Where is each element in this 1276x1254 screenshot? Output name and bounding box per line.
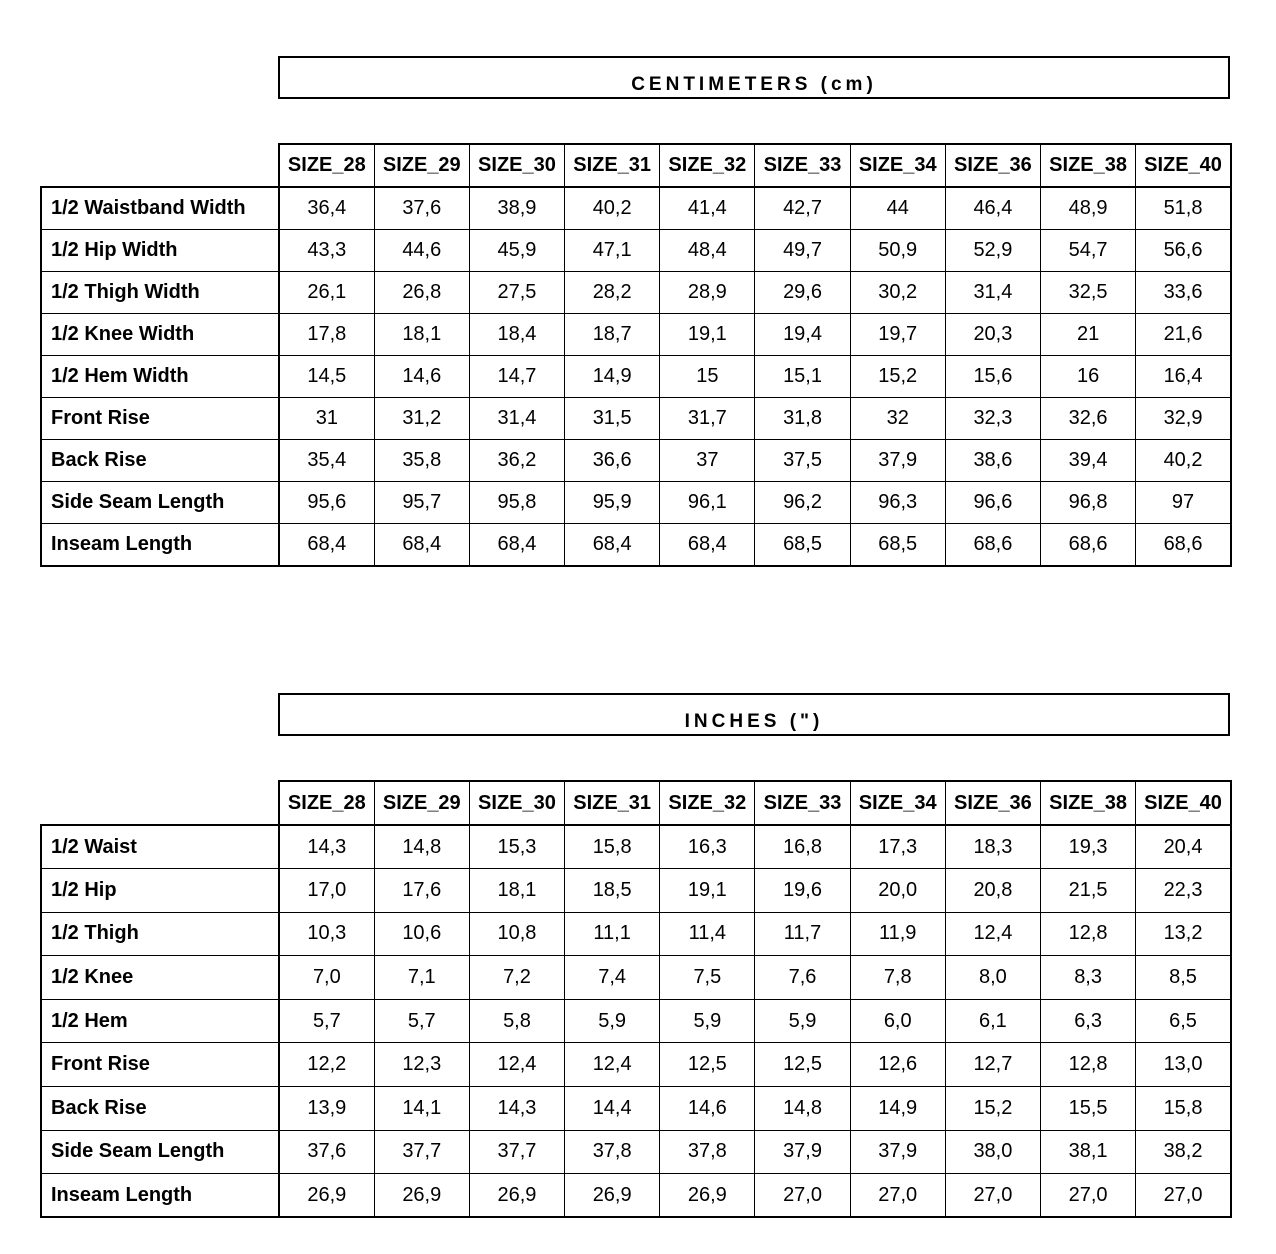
measurement-value: 37,7 [374,1130,469,1174]
measurement-value: 36,4 [279,187,374,229]
measurement-value: 14,5 [279,355,374,397]
measurement-value: 95,7 [374,482,469,524]
measurement-value: 68,4 [660,524,755,566]
table-row [41,869,1231,913]
measurement-value: 26,8 [374,271,469,313]
measurement-value: 21,6 [1136,313,1231,355]
measurement-value: 13,2 [1136,912,1231,956]
measurement-value: 14,6 [660,1087,755,1131]
measurement-value: 37,9 [850,440,945,482]
measurement-value: 68,5 [755,524,850,566]
measurement-value: 18,4 [469,313,564,355]
size-column-header: SIZE_36 [945,144,1040,187]
measurement-value: 97 [1136,482,1231,524]
measurement-value: 14,7 [469,355,564,397]
table-row [41,1130,1231,1174]
size-column-header: SIZE_31 [565,144,660,187]
measurement-label: 1/2 Waistband Width [41,187,279,229]
measurement-value: 11,1 [565,912,660,956]
measurement-value: 19,1 [660,313,755,355]
measurement-value: 54,7 [1041,229,1136,271]
measurement-value: 19,3 [1041,825,1136,869]
measurement-value: 14,1 [374,1087,469,1131]
measurement-value: 13,9 [279,1087,374,1131]
measurement-label: 1/2 Hip Width [41,229,279,271]
measurement-value: 48,9 [1041,187,1136,229]
measurement-label: 1/2 Waist [41,825,279,869]
measurement-label: Side Seam Length [41,1130,279,1174]
size-column-header: SIZE_30 [469,144,564,187]
measurement-value: 36,2 [469,440,564,482]
measurement-value: 31,5 [565,397,660,439]
table-row [41,1087,1231,1131]
measurement-value: 6,0 [850,999,945,1043]
size-column-header: SIZE_32 [660,781,755,825]
table-row [41,271,1231,313]
measurement-value: 15,5 [1041,1087,1136,1131]
measurement-value: 14,9 [565,355,660,397]
measurement-value: 12,5 [660,1043,755,1087]
measurement-value: 26,9 [374,1174,469,1218]
measurement-value: 6,1 [945,999,1040,1043]
measurement-value: 5,7 [374,999,469,1043]
measurement-value: 49,7 [755,229,850,271]
size-column-header: SIZE_40 [1136,781,1231,825]
measurement-value: 27,0 [1136,1174,1231,1218]
measurement-value: 18,7 [565,313,660,355]
measurement-value: 96,8 [1041,482,1136,524]
measurement-value: 96,1 [660,482,755,524]
table-row [41,229,1231,271]
measurement-value: 68,4 [565,524,660,566]
measurement-value: 10,6 [374,912,469,956]
measurement-value: 68,4 [374,524,469,566]
measurement-value: 38,1 [1041,1130,1136,1174]
measurement-value: 15,2 [850,355,945,397]
measurement-value: 29,6 [755,271,850,313]
measurement-value: 95,6 [279,482,374,524]
measurement-value: 15,1 [755,355,850,397]
measurement-value: 38,0 [945,1130,1040,1174]
measurement-value: 12,8 [1041,912,1136,956]
measurement-value: 12,4 [469,1043,564,1087]
measurement-value: 38,9 [469,187,564,229]
measurement-value: 32,6 [1041,397,1136,439]
measurement-value: 37,9 [755,1130,850,1174]
measurement-value: 12,6 [850,1043,945,1087]
measurement-value: 21 [1041,313,1136,355]
measurement-value: 28,9 [660,271,755,313]
measurement-label: 1/2 Thigh Width [41,271,279,313]
measurement-value: 12,5 [755,1043,850,1087]
measurement-value: 68,6 [945,524,1040,566]
measurement-value: 26,9 [469,1174,564,1218]
table-row [41,440,1231,482]
measurement-label: Side Seam Length [41,482,279,524]
measurement-value: 42,7 [755,187,850,229]
measurement-value: 37,5 [755,440,850,482]
measurement-value: 12,2 [279,1043,374,1087]
measurement-value: 14,3 [469,1087,564,1131]
measurement-value: 20,0 [850,869,945,913]
measurement-value: 37,6 [279,1130,374,1174]
size-column-header: SIZE_28 [279,144,374,187]
centimeters-title-banner: CENTIMETERS (cm) [278,56,1230,99]
measurement-value: 6,5 [1136,999,1231,1043]
table-row [41,397,1231,439]
measurement-value: 68,6 [1136,524,1231,566]
size-column-header: SIZE_38 [1041,144,1136,187]
measurement-value: 7,8 [850,956,945,1000]
measurement-value: 27,0 [850,1174,945,1218]
measurement-value: 12,7 [945,1043,1040,1087]
measurement-value: 7,2 [469,956,564,1000]
measurement-label: 1/2 Knee [41,956,279,1000]
measurement-value: 31,7 [660,397,755,439]
measurement-value: 39,4 [1041,440,1136,482]
size-column-header: SIZE_29 [374,144,469,187]
measurement-value: 19,6 [755,869,850,913]
measurement-value: 37 [660,440,755,482]
measurement-value: 27,0 [755,1174,850,1218]
measurement-value: 47,1 [565,229,660,271]
measurement-value: 15,3 [469,825,564,869]
measurement-value: 22,3 [1136,869,1231,913]
measurement-value: 44 [850,187,945,229]
measurement-value: 15,8 [565,825,660,869]
measurement-value: 26,9 [279,1174,374,1218]
measurement-value: 8,5 [1136,956,1231,1000]
measurement-value: 37,8 [565,1130,660,1174]
measurement-value: 17,6 [374,869,469,913]
measurement-value: 14,9 [850,1087,945,1131]
measurement-value: 5,8 [469,999,564,1043]
measurement-value: 18,1 [469,869,564,913]
measurement-value: 5,9 [755,999,850,1043]
measurement-value: 10,8 [469,912,564,956]
measurement-value: 7,1 [374,956,469,1000]
measurement-value: 68,5 [850,524,945,566]
measurement-value: 8,3 [1041,956,1136,1000]
table-row [41,187,1231,229]
measurement-value: 7,5 [660,956,755,1000]
size-column-header: SIZE_33 [755,144,850,187]
table-row [41,313,1231,355]
measurement-value: 31,8 [755,397,850,439]
measurement-value: 96,2 [755,482,850,524]
inches-size-table [40,780,1232,1218]
measurement-value: 5,7 [279,999,374,1043]
measurement-value: 7,0 [279,956,374,1000]
measurement-value: 19,7 [850,313,945,355]
measurement-value: 96,3 [850,482,945,524]
measurement-value: 28,2 [565,271,660,313]
table-row [41,956,1231,1000]
size-header-row [41,144,1231,187]
measurement-value: 52,9 [945,229,1040,271]
table-row [41,1174,1231,1218]
measurement-value: 6,3 [1041,999,1136,1043]
size-column-header: SIZE_34 [850,781,945,825]
measurement-value: 16,8 [755,825,850,869]
measurement-value: 14,4 [565,1087,660,1131]
table-row [41,912,1231,956]
measurement-value: 20,8 [945,869,1040,913]
size-column-header: SIZE_33 [755,781,850,825]
measurement-label: 1/2 Hem Width [41,355,279,397]
measurement-value: 44,6 [374,229,469,271]
measurement-value: 37,6 [374,187,469,229]
measurement-value: 41,4 [660,187,755,229]
measurement-value: 50,9 [850,229,945,271]
measurement-label: Inseam Length [41,1174,279,1218]
measurement-value: 16,4 [1136,355,1231,397]
measurement-value: 8,0 [945,956,1040,1000]
measurement-value: 16 [1041,355,1136,397]
measurement-label: Front Rise [41,397,279,439]
measurement-value: 38,2 [1136,1130,1231,1174]
measurement-value: 19,4 [755,313,850,355]
measurement-value: 37,9 [850,1130,945,1174]
measurement-value: 33,6 [1136,271,1231,313]
measurement-value: 18,3 [945,825,1040,869]
measurement-value: 12,4 [945,912,1040,956]
table-row [41,524,1231,566]
measurement-value: 12,4 [565,1043,660,1087]
measurement-value: 5,9 [660,999,755,1043]
measurement-value: 96,6 [945,482,1040,524]
measurement-value: 68,6 [1041,524,1136,566]
measurement-value: 40,2 [1136,440,1231,482]
size-column-header: SIZE_31 [565,781,660,825]
measurement-value: 27,0 [1041,1174,1136,1218]
measurement-value: 15,2 [945,1087,1040,1131]
measurement-value: 11,7 [755,912,850,956]
table-row [41,1043,1231,1087]
measurement-label: Inseam Length [41,524,279,566]
measurement-value: 17,0 [279,869,374,913]
measurement-label: Back Rise [41,1087,279,1131]
measurement-label: 1/2 Hip [41,869,279,913]
measurement-value: 15 [660,355,755,397]
size-column-header: SIZE_34 [850,144,945,187]
measurement-value: 40,2 [565,187,660,229]
measurement-value: 68,4 [469,524,564,566]
measurement-value: 35,4 [279,440,374,482]
measurement-value: 10,3 [279,912,374,956]
measurement-value: 12,8 [1041,1043,1136,1087]
measurement-value: 16,3 [660,825,755,869]
measurement-value: 12,3 [374,1043,469,1087]
measurement-value: 11,9 [850,912,945,956]
inches-title-banner: INCHES (") [278,693,1230,736]
table-row [41,825,1231,869]
measurement-value: 19,1 [660,869,755,913]
measurement-value: 32,3 [945,397,1040,439]
measurement-value: 21,5 [1041,869,1136,913]
measurement-label: 1/2 Knee Width [41,313,279,355]
measurement-value: 11,4 [660,912,755,956]
measurement-label: Front Rise [41,1043,279,1087]
measurement-value: 95,8 [469,482,564,524]
measurement-value: 37,8 [660,1130,755,1174]
measurement-value: 31,2 [374,397,469,439]
measurement-value: 31 [279,397,374,439]
measurement-value: 17,8 [279,313,374,355]
measurement-value: 32,9 [1136,397,1231,439]
measurement-value: 48,4 [660,229,755,271]
measurement-value: 37,7 [469,1130,564,1174]
measurement-label: 1/2 Thigh [41,912,279,956]
measurement-value: 46,4 [945,187,1040,229]
measurement-value: 45,9 [469,229,564,271]
measurement-value: 7,4 [565,956,660,1000]
measurement-value: 18,1 [374,313,469,355]
measurement-value: 38,6 [945,440,1040,482]
size-column-header: SIZE_28 [279,781,374,825]
measurement-value: 14,8 [374,825,469,869]
measurement-value: 26,1 [279,271,374,313]
table-row [41,355,1231,397]
measurement-value: 36,6 [565,440,660,482]
measurement-value: 20,4 [1136,825,1231,869]
size-column-header: SIZE_36 [945,781,1040,825]
size-column-header: SIZE_32 [660,144,755,187]
header-corner-blank [41,781,279,825]
size-column-header: SIZE_40 [1136,144,1231,187]
centimeters-size-table [40,143,1232,567]
size-column-header: SIZE_38 [1041,781,1136,825]
size-column-header: SIZE_30 [469,781,564,825]
measurement-value: 31,4 [945,271,1040,313]
measurement-value: 13,0 [1136,1043,1231,1087]
measurement-value: 30,2 [850,271,945,313]
measurement-value: 35,8 [374,440,469,482]
measurement-value: 27,0 [945,1174,1040,1218]
measurement-value: 27,5 [469,271,564,313]
measurement-value: 15,8 [1136,1087,1231,1131]
size-header-row [41,781,1231,825]
measurement-value: 7,6 [755,956,850,1000]
measurement-value: 15,6 [945,355,1040,397]
measurement-value: 95,9 [565,482,660,524]
table-row [41,482,1231,524]
measurement-label: Back Rise [41,440,279,482]
header-corner-blank [41,144,279,187]
measurement-value: 17,3 [850,825,945,869]
measurement-value: 51,8 [1136,187,1231,229]
measurement-value: 43,3 [279,229,374,271]
measurement-value: 14,6 [374,355,469,397]
measurement-value: 26,9 [660,1174,755,1218]
table-row [41,999,1231,1043]
size-column-header: SIZE_29 [374,781,469,825]
measurement-value: 32 [850,397,945,439]
measurement-value: 14,8 [755,1087,850,1131]
measurement-value: 56,6 [1136,229,1231,271]
measurement-value: 18,5 [565,869,660,913]
measurement-value: 32,5 [1041,271,1136,313]
measurement-value: 68,4 [279,524,374,566]
measurement-value: 26,9 [565,1174,660,1218]
measurement-label: 1/2 Hem [41,999,279,1043]
measurement-value: 31,4 [469,397,564,439]
measurement-value: 5,9 [565,999,660,1043]
measurement-value: 14,3 [279,825,374,869]
measurement-value: 20,3 [945,313,1040,355]
